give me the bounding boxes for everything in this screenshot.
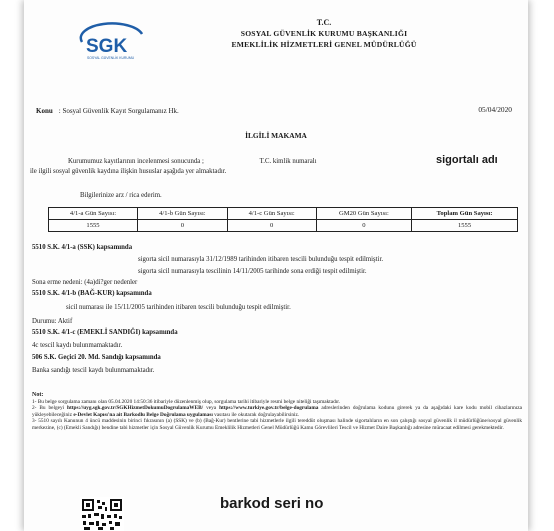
section-506-line1: Banka sandığı tescil kaydı bulunmamaktadır.: [32, 367, 155, 374]
section-506-title: 506 S.K. Geçici 20. Md. Sandığı kapsamında: [32, 354, 161, 361]
value-total: 1555: [412, 220, 518, 232]
header-department: EMEKLİLİK HİZMETLERİ GENEL MÜDÜRLÜĞÜ: [231, 40, 417, 49]
logo-text: SGK: [86, 36, 128, 57]
subject-label: Konu: [36, 107, 53, 115]
regards-text: Bilgilerinize arz / rica ederim.: [80, 192, 162, 199]
note-2: 2- Bu belgeyi https://uyg.sgk.gov.tr/SGKHizmetDokumuDogrulamaWEB/ veya https://www.turkiye.gov.tr/belge-dogrulama adreslerinden doğrulama kodunu girerek ya da aşağıdaki kare kodu mobil cihazlarınıza yükleyebileceğiniz e-Devlet Kapısı'na ait Barkodlu Belge Doğrulama uygulaması vasıtası ile okutarak doğrulayabilirsiniz.: [32, 405, 522, 418]
value-41c: 0: [227, 220, 316, 232]
table-header-row: [49, 208, 518, 220]
tc-label: T.C. kimlik numaralı: [259, 158, 317, 165]
header-tc: T.C.: [316, 18, 332, 27]
intro-text: Kurumumuz kayıtlarının incelenmesi sonucunda ;: [68, 158, 204, 165]
section-41c-title: 5510 S.K. 4/1-c (EMEKLİ SANDIĞI) kapsamında: [32, 329, 178, 336]
subject-text: Sosyal Güvenlik Kayıt Sorgulamanız Hk.: [62, 107, 179, 115]
note-3: 3- 5510 sayılı Kanunun 4 üncü maddesinin birinci fıkrasının (a) (SSK) ve (b) (Bağ-Kur) bentlerine tabi hizmetlerle ilgili tereddüt oluşması halinde sigortalıların en son çalıştığı sosyal güvenlik il müdürlüğüne/sosyal güvenlik merkezine, (c) (Emekli Sandığı) bendine tabi hizmetler için Sosyal Güvenlik Kurumu Emeklilik Hizmetleri Genel Müdürlüğü Kamu Görevlileri Tescil ve Hizmet Daire Başkanlığı adresine müracaat edilmesi gerekmektedir.: [32, 418, 522, 431]
logo-subtext: SOSYAL GÜVENLİK KURUMU: [87, 56, 135, 60]
value-41b: 0: [138, 220, 228, 232]
verify-link-1[interactable]: https://uyg.sgk.gov.tr/SGKHizmetDokumuDogrulamaWEB/: [67, 405, 204, 412]
section-41a-line1: sigorta sicil numarasıyla 31/12/1989 tarihinden itibaren tescili bulunduğu tespit edilmiştir.: [138, 256, 384, 263]
day-count-table: [48, 207, 518, 232]
section-41b-line2: Durumu: Aktif: [32, 318, 73, 325]
table-row: [49, 220, 518, 232]
addressee-heading: İLGİLİ MAKAMA: [245, 131, 307, 140]
header-gm20: GM20 Gün Sayısı:: [316, 208, 411, 220]
intro-text-2: ile ilgili sosyal güvenlik kaydına ilişkin hususlar aşağıda yer almaktadır.: [30, 167, 227, 175]
header-institution: SOSYAL GÜVENLİK KURUMU BAŞKANLIĞI: [240, 29, 408, 38]
header-41b: 4/1-b Gün Sayısı:: [138, 208, 228, 220]
document-header: [154, 18, 494, 49]
section-41a-title: 5510 S.K. 4/1-a (SSK) kapsamında: [32, 244, 133, 251]
document-date: 05/04/2020: [478, 105, 512, 114]
section-41a-line3: Sona erme nedeni: (4a)di?ger nedenler: [32, 279, 138, 286]
notes-block: [32, 392, 522, 432]
value-gm20: 0: [316, 220, 411, 232]
subject-colon: :: [58, 107, 61, 115]
verify-link-2[interactable]: https://www.turkiye.gov.tr/belge-dogrulama: [219, 405, 319, 412]
note-1: 1- Bu belge sorgulama zamanı olan 05.04.2020 14:50:36 itibariyle düzenlenmiş olup, sorgulama tarihi itibariyle resmi belge niteliği taşımaktadır.: [32, 398, 340, 405]
section-41b-title: 5510 S.K. 4/1-b (BAĞ-KUR) kapsamında: [32, 290, 152, 297]
section-41c-line1: 4c tescil kaydı bulunmamaktadır.: [32, 342, 123, 349]
value-41a: 1555: [49, 220, 138, 232]
insured-name-placeholder: sigortalı adı: [436, 154, 498, 166]
notes-label: Not:: [32, 392, 44, 398]
header-total: Toplam Gün Sayısı:: [412, 208, 518, 220]
header-41a: 4/1-a Gün Sayısı:: [49, 208, 138, 220]
sgk-logo: [76, 22, 148, 62]
header-41c: 4/1-c Gün Sayısı:: [227, 208, 316, 220]
document-page: [24, 0, 528, 531]
subject-line: [36, 107, 179, 115]
app-name: e-Devlet Kapısı'na ait Barkodlu Belge Doğrulama uygulaması: [73, 411, 213, 418]
section-41a-line2: sigorta sicil numarasıyla tescilinin 14/11/2005 tarihinde sona erdiği tespit edilmiştir.: [138, 268, 367, 275]
qr-code-icon: [80, 497, 124, 531]
barcode-serial-placeholder: barkod seri no: [220, 495, 324, 512]
section-41b-line1: sicil numarası ile 15/11/2005 tarihinden itibaren tescili bulunduğu tespit edilmiştir.: [66, 304, 291, 311]
